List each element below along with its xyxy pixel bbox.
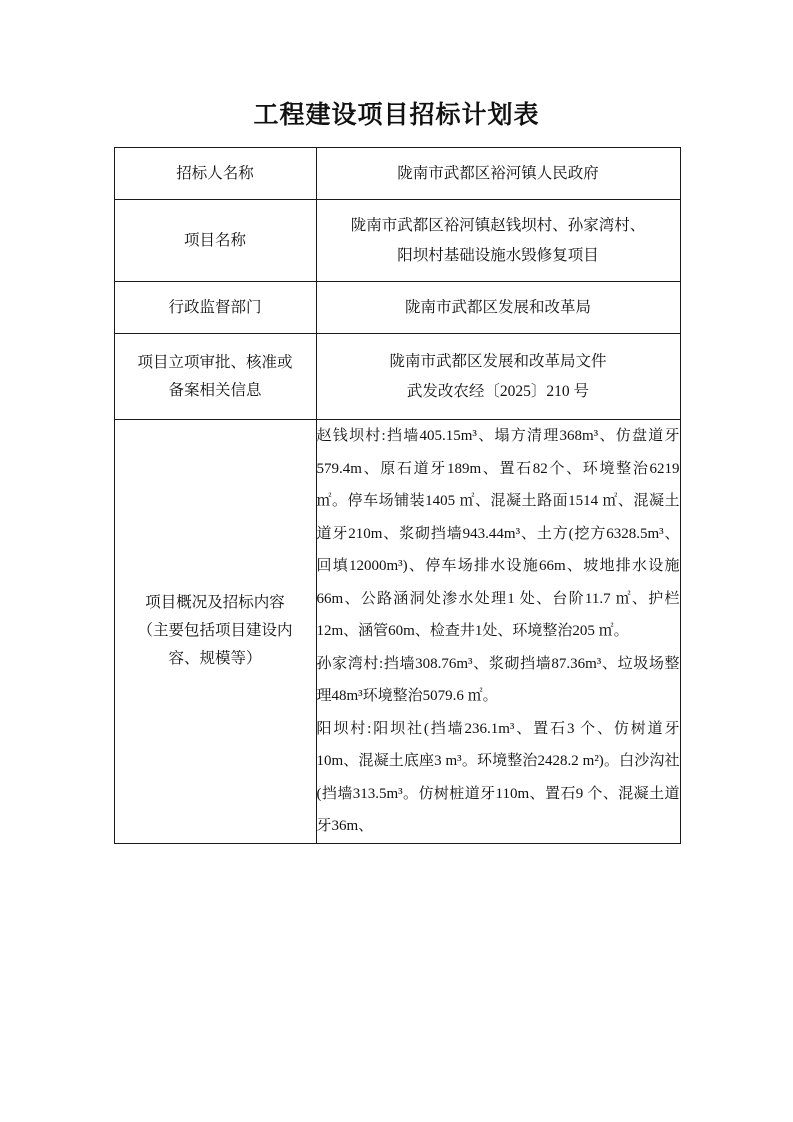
- row-label-project-name: 项目名称: [114, 200, 316, 282]
- bid-plan-table-wrapper: [114, 147, 680, 844]
- bid-plan-table: [114, 147, 681, 844]
- row-value-project-overview: [316, 420, 680, 844]
- row-value-bidder-name: 陇南市武都区裕河镇人民政府: [316, 148, 680, 200]
- row-value-supervision-department: 陇南市武都区发展和改革局: [316, 282, 680, 334]
- table-row: [114, 200, 680, 282]
- overview-paragraph: 孙家湾村:挡墙308.76m³、浆砌挡墙87.36m³、垃圾场整理48m³环境整治5079.6 ㎡。: [316, 655, 680, 704]
- row-value-approval-info: 陇南市武都区发展和改革局文件 武发改农经〔2025〕210 号: [316, 334, 680, 420]
- row-label-supervision-department: 行政监督部门: [114, 282, 316, 334]
- row-value-project-name: 陇南市武都区裕河镇赵钱坝村、孙家湾村、 阳坝村基础设施水毁修复项目: [316, 200, 680, 282]
- overview-paragraph: 赵钱坝村:挡墙405.15m³、塌方清理368m³、仿盘道牙579.4m、原石道牙189m、置石82个、环境整治6219 ㎡。停车场铺装1405 ㎡、混凝土路面1514 ㎡、混凝土道牙210m、浆砌挡墙943.44m³、土方(挖方6328.5m³、回填12000m³)、停车场排水设施66m、坡地排水设施66m、公路涵洞处渗水处理1 处、台阶11.7 ㎡、护栏12m、涵管60m、检查井1处、环境整治205 ㎡。: [316, 428, 680, 639]
- overview-paragraph: 阳坝村:阳坝社(挡墙236.1m³、置石3 个、仿树道牙10m、混凝土底座3 m³。环境整治2428.2 m²)。白沙沟社(挡墙313.5m³。仿树桩道牙110m、置石9 个、混凝土道牙36m、: [316, 720, 680, 834]
- table-row: [114, 420, 680, 844]
- table-row: [114, 282, 680, 334]
- row-label-approval-info: 项目立项审批、核准或 备案相关信息: [114, 334, 316, 420]
- row-label-bidder-name: 招标人名称: [114, 148, 316, 200]
- row-label-project-overview: 项目概况及招标内容 （主要包括项目建设内 容、规模等）: [114, 420, 316, 844]
- table-row: [114, 334, 680, 420]
- page-title: 工程建设项目招标计划表: [253, 102, 540, 129]
- table-row: [114, 148, 680, 200]
